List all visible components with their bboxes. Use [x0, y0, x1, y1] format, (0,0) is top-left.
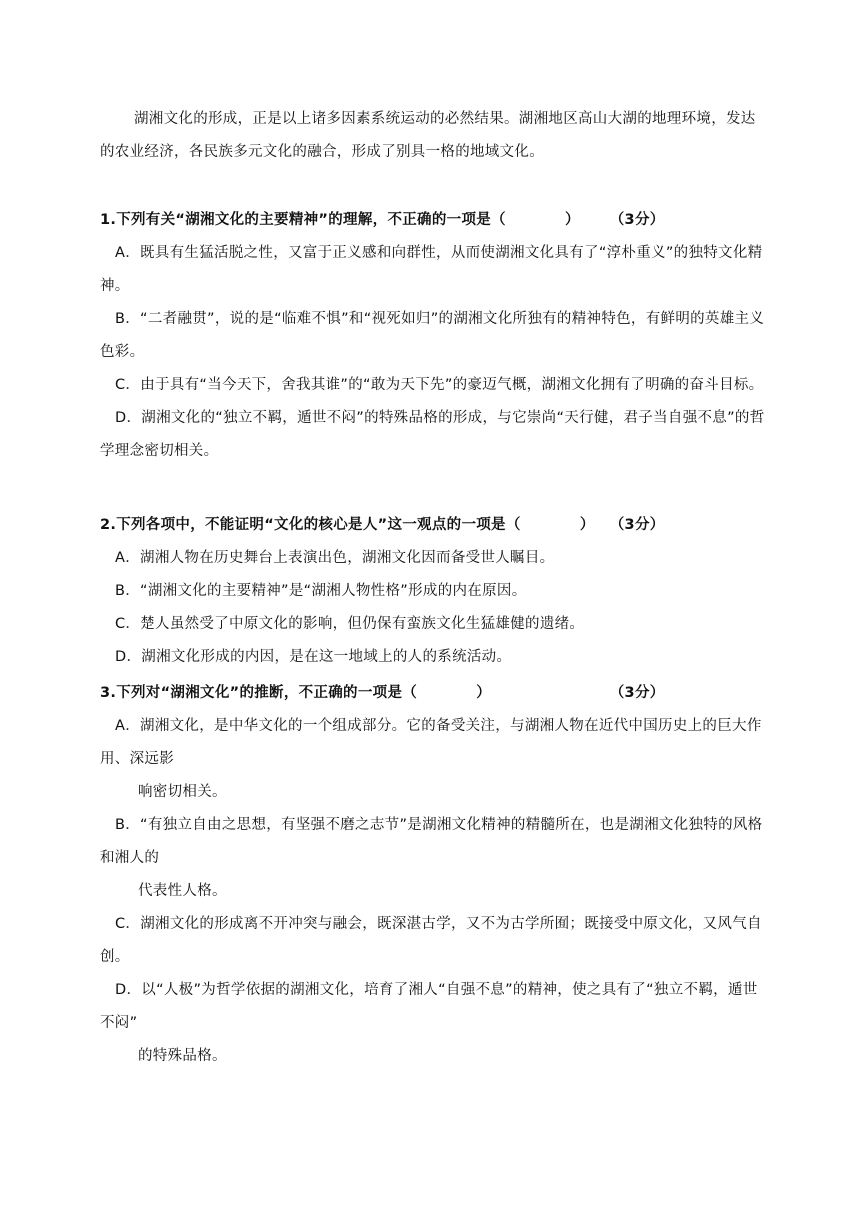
question-2 — [100, 509, 770, 674]
question-3 — [100, 677, 770, 1073]
question-2-option-d: D．湖湘文化形成的内因，是在这一地域上的人的系统活动。 — [115, 649, 512, 665]
question-2-stem: 2.下列各项中，不能证明“文化的核心是人”这一观点的一项是（ ） （3分） — [100, 517, 665, 533]
question-1-option-b: B．“二者融贯”，说的是“临难不惧”和“视死如归”的湖湘文化所独有的精神特色，有鲜明的英雄主义色彩。 — [100, 311, 765, 360]
question-1-option-a: A．既具有生猛活脱之性，又富于正义感和向群性，从而使湖湘文化具有了“淳朴重义”的独特文化精神。 — [100, 245, 763, 294]
question-2-option-c: C．楚人虽然受了中原文化的影响，但仍保有蛮族文化生猛雄健的遗绪。 — [115, 616, 585, 632]
intro-paragraph-block — [100, 103, 760, 169]
question-3-option-d-continuation: 的特殊品格。 — [138, 1048, 227, 1064]
intro-paragraph: 湖湘文化的形成，正是以上诸多因素系统运动的必然结果。湖湘地区高山大湖的地理环境，发达的农业经济，各民族多元文化的融合，形成了别具一格的地域文化。 — [100, 111, 756, 160]
question-3-option-c: C．湖湘文化的形成离不开冲突与融会，既深湛古学，又不为古学所囿；既接受中原文化，又风气自创。 — [100, 916, 762, 965]
question-2-option-b: B．“湖湘文化的主要精神”是“湖湘人物性格”形成的内在原因。 — [115, 583, 527, 599]
question-3-option-a: A．湖湘文化，是中华文化的一个组成部分。它的备受关注，与湖湘人物在近代中国历史上的巨大作用、深远影 — [100, 718, 762, 767]
question-3-stem: 3.下列对“湖湘文化”的推断，不正确的一项是（ ） （3分） — [100, 685, 665, 701]
question-1 — [100, 204, 770, 468]
question-2-option-a: A．湖湘人物在历史舞台上表演出色，湖湘文化因而备受世人瞩目。 — [115, 550, 555, 566]
question-1-option-d: D．湖湘文化的“独立不羁，遁世不闷”的特殊品格的形成，与它崇尚“天行健，君子当自强不息”的哲学理念密切相关。 — [100, 410, 765, 459]
question-1-option-c: C．由于具有“当今天下，舍我其谁”的“敢为天下先”的豪迈气概，湖湘文化拥有了明确的奋斗目标。 — [115, 377, 764, 393]
question-3-option-b-continuation: 代表性人格。 — [138, 883, 227, 899]
question-3-option-b: B．“有独立自由之思想，有坚强不磨之志节”是湖湘文化精神的精髓所在，也是湖湘文化独特的风格和湘人的 — [100, 817, 763, 866]
question-1-stem: 1.下列有关“湖湘文化的主要精神”的理解，不正确的一项是（ ） （3分） — [100, 212, 665, 228]
question-3-option-a-continuation: 响密切相关。 — [138, 784, 227, 800]
question-3-option-d: D．以“人极”为哲学依据的湖湘文化，培育了湘人“自强不息”的精神，使之具有了“独立不羁，遁世不闷” — [100, 982, 758, 1031]
